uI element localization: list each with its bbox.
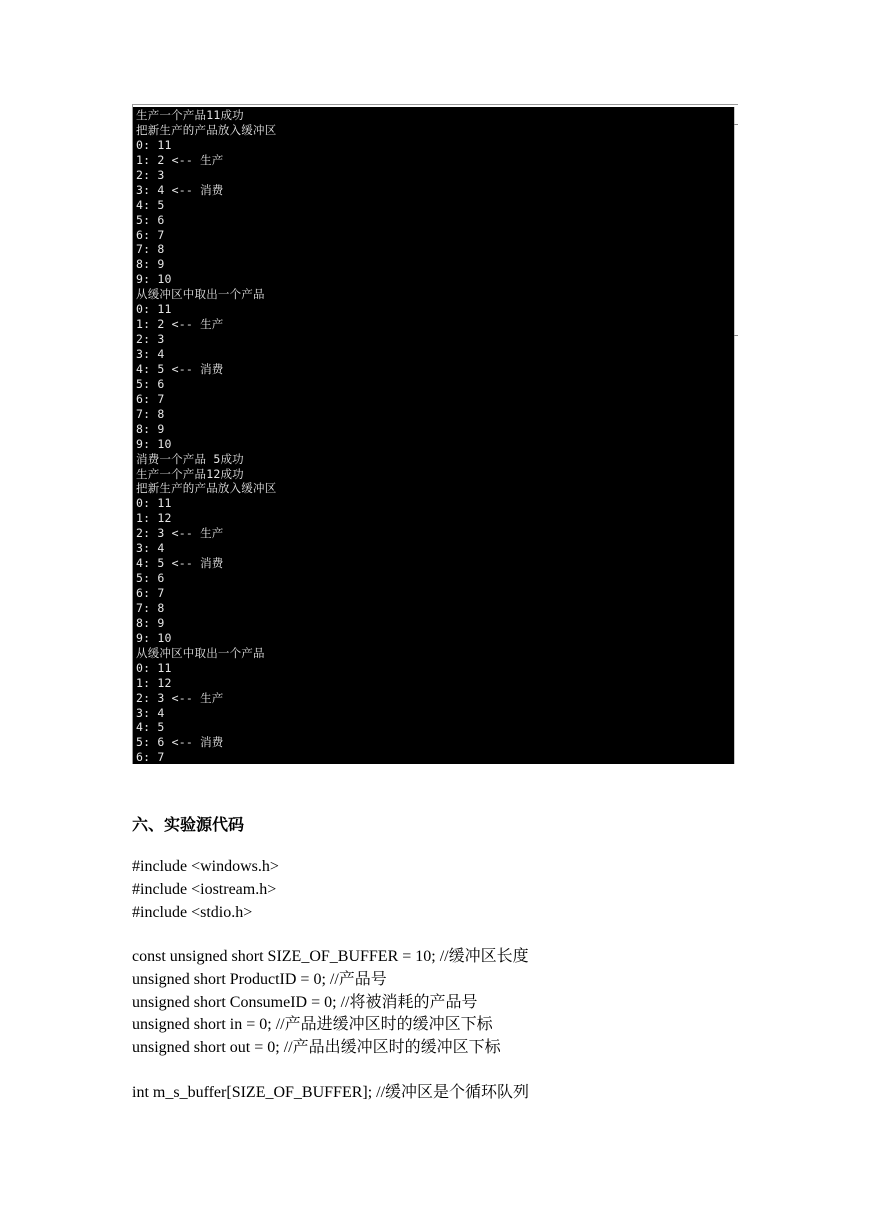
console-line: 2: 3 xyxy=(136,167,165,182)
code-line: unsigned short ProductID = 0; //产品号 xyxy=(132,970,387,988)
console-line: 0: 11 xyxy=(136,137,172,152)
console-line: 1: 12 xyxy=(136,511,172,526)
scrollbar-tick xyxy=(734,124,738,125)
console-line: 2: 3 <-- 生产 xyxy=(136,526,224,541)
code-line: unsigned short in = 0; //产品进缓冲区时的缓冲区下标 xyxy=(132,1016,493,1034)
console-line: 1: 12 xyxy=(136,675,172,690)
console-scrollbar-edge xyxy=(734,107,738,764)
console-line: 生产一个产品11成功 xyxy=(136,108,244,122)
console-line: 9: 10 xyxy=(136,272,172,287)
console-line: 1: 2 <-- 生产 xyxy=(136,152,224,167)
code-line: const unsigned short SIZE_OF_BUFFER = 10; //缓冲区长度 xyxy=(132,948,529,965)
code-globals xyxy=(132,946,832,1060)
console-line: 6: 7 xyxy=(136,586,165,600)
section-heading: 六、实验源代码 xyxy=(132,815,245,834)
console-line: 7: 8 xyxy=(136,406,165,421)
console-line: 0: 11 xyxy=(136,302,172,317)
console-line: 6: 7 xyxy=(136,227,165,242)
console-line: 把新生产的产品放入缓冲区 xyxy=(136,481,277,496)
console-line: 9: 10 xyxy=(136,436,172,451)
console-line: 8: 9 xyxy=(136,257,165,272)
console-line: 从缓冲区中取出一个产品 xyxy=(136,645,265,660)
console-line: 4: 5 xyxy=(136,720,165,735)
console-line: 0: 11 xyxy=(136,496,172,511)
console-line: 从缓冲区中取出一个产品 xyxy=(136,287,265,302)
console-line: 9: 10 xyxy=(136,630,172,645)
console-line: 2: 3 xyxy=(136,332,165,347)
console-line: 6: 7 xyxy=(136,750,165,764)
console-line: 5: 6 xyxy=(136,212,165,227)
console-line: 6: 7 xyxy=(136,391,165,406)
console-line: 8: 9 xyxy=(136,615,165,630)
code-line: unsigned short out = 0; //产品出缓冲区时的缓冲区下标 xyxy=(132,1039,501,1057)
code-line: #include <stdio.h> xyxy=(132,903,253,921)
console-line: 5: 6 xyxy=(136,376,165,391)
console-line: 3: 4 xyxy=(136,705,165,720)
console-line: 1: 2 <-- 生产 xyxy=(136,317,224,332)
console-window xyxy=(133,107,734,764)
console-line: 消费一个产品 5成功 xyxy=(136,451,244,466)
code-line: #include <windows.h> xyxy=(132,858,279,875)
code-buffer-decl xyxy=(132,1082,832,1105)
code-line: int m_s_buffer[SIZE_OF_BUFFER]; //缓冲区是个循环队列 xyxy=(132,1084,530,1101)
console-line: 7: 8 xyxy=(136,600,165,615)
console-line: 4: 5 <-- 消费 xyxy=(136,361,224,376)
console-line: 5: 6 xyxy=(136,571,165,586)
console-line: 3: 4 xyxy=(136,541,165,556)
console-line: 4: 5 xyxy=(136,197,165,212)
console-line: 把新生产的产品放入缓冲区 xyxy=(136,122,277,137)
console-line: 3: 4 xyxy=(136,347,165,361)
code-line: unsigned short ConsumeID = 0; //将被消耗的产品号 xyxy=(132,993,478,1011)
console-line: 4: 5 <-- 消费 xyxy=(136,556,224,571)
console-line: 生产一个产品12成功 xyxy=(136,466,244,481)
console-line: 5: 6 <-- 消费 xyxy=(136,735,224,750)
code-includes xyxy=(132,856,832,924)
code-line: #include <iostream.h> xyxy=(132,880,277,898)
scrollbar-tick xyxy=(734,335,738,336)
console-line: 0: 11 xyxy=(136,660,172,675)
console-line: 8: 9 xyxy=(136,421,165,436)
console-line: 3: 4 <-- 消费 xyxy=(136,182,224,197)
console-line: 7: 8 xyxy=(136,242,165,257)
console-line: 2: 3 <-- 生产 xyxy=(136,690,224,705)
